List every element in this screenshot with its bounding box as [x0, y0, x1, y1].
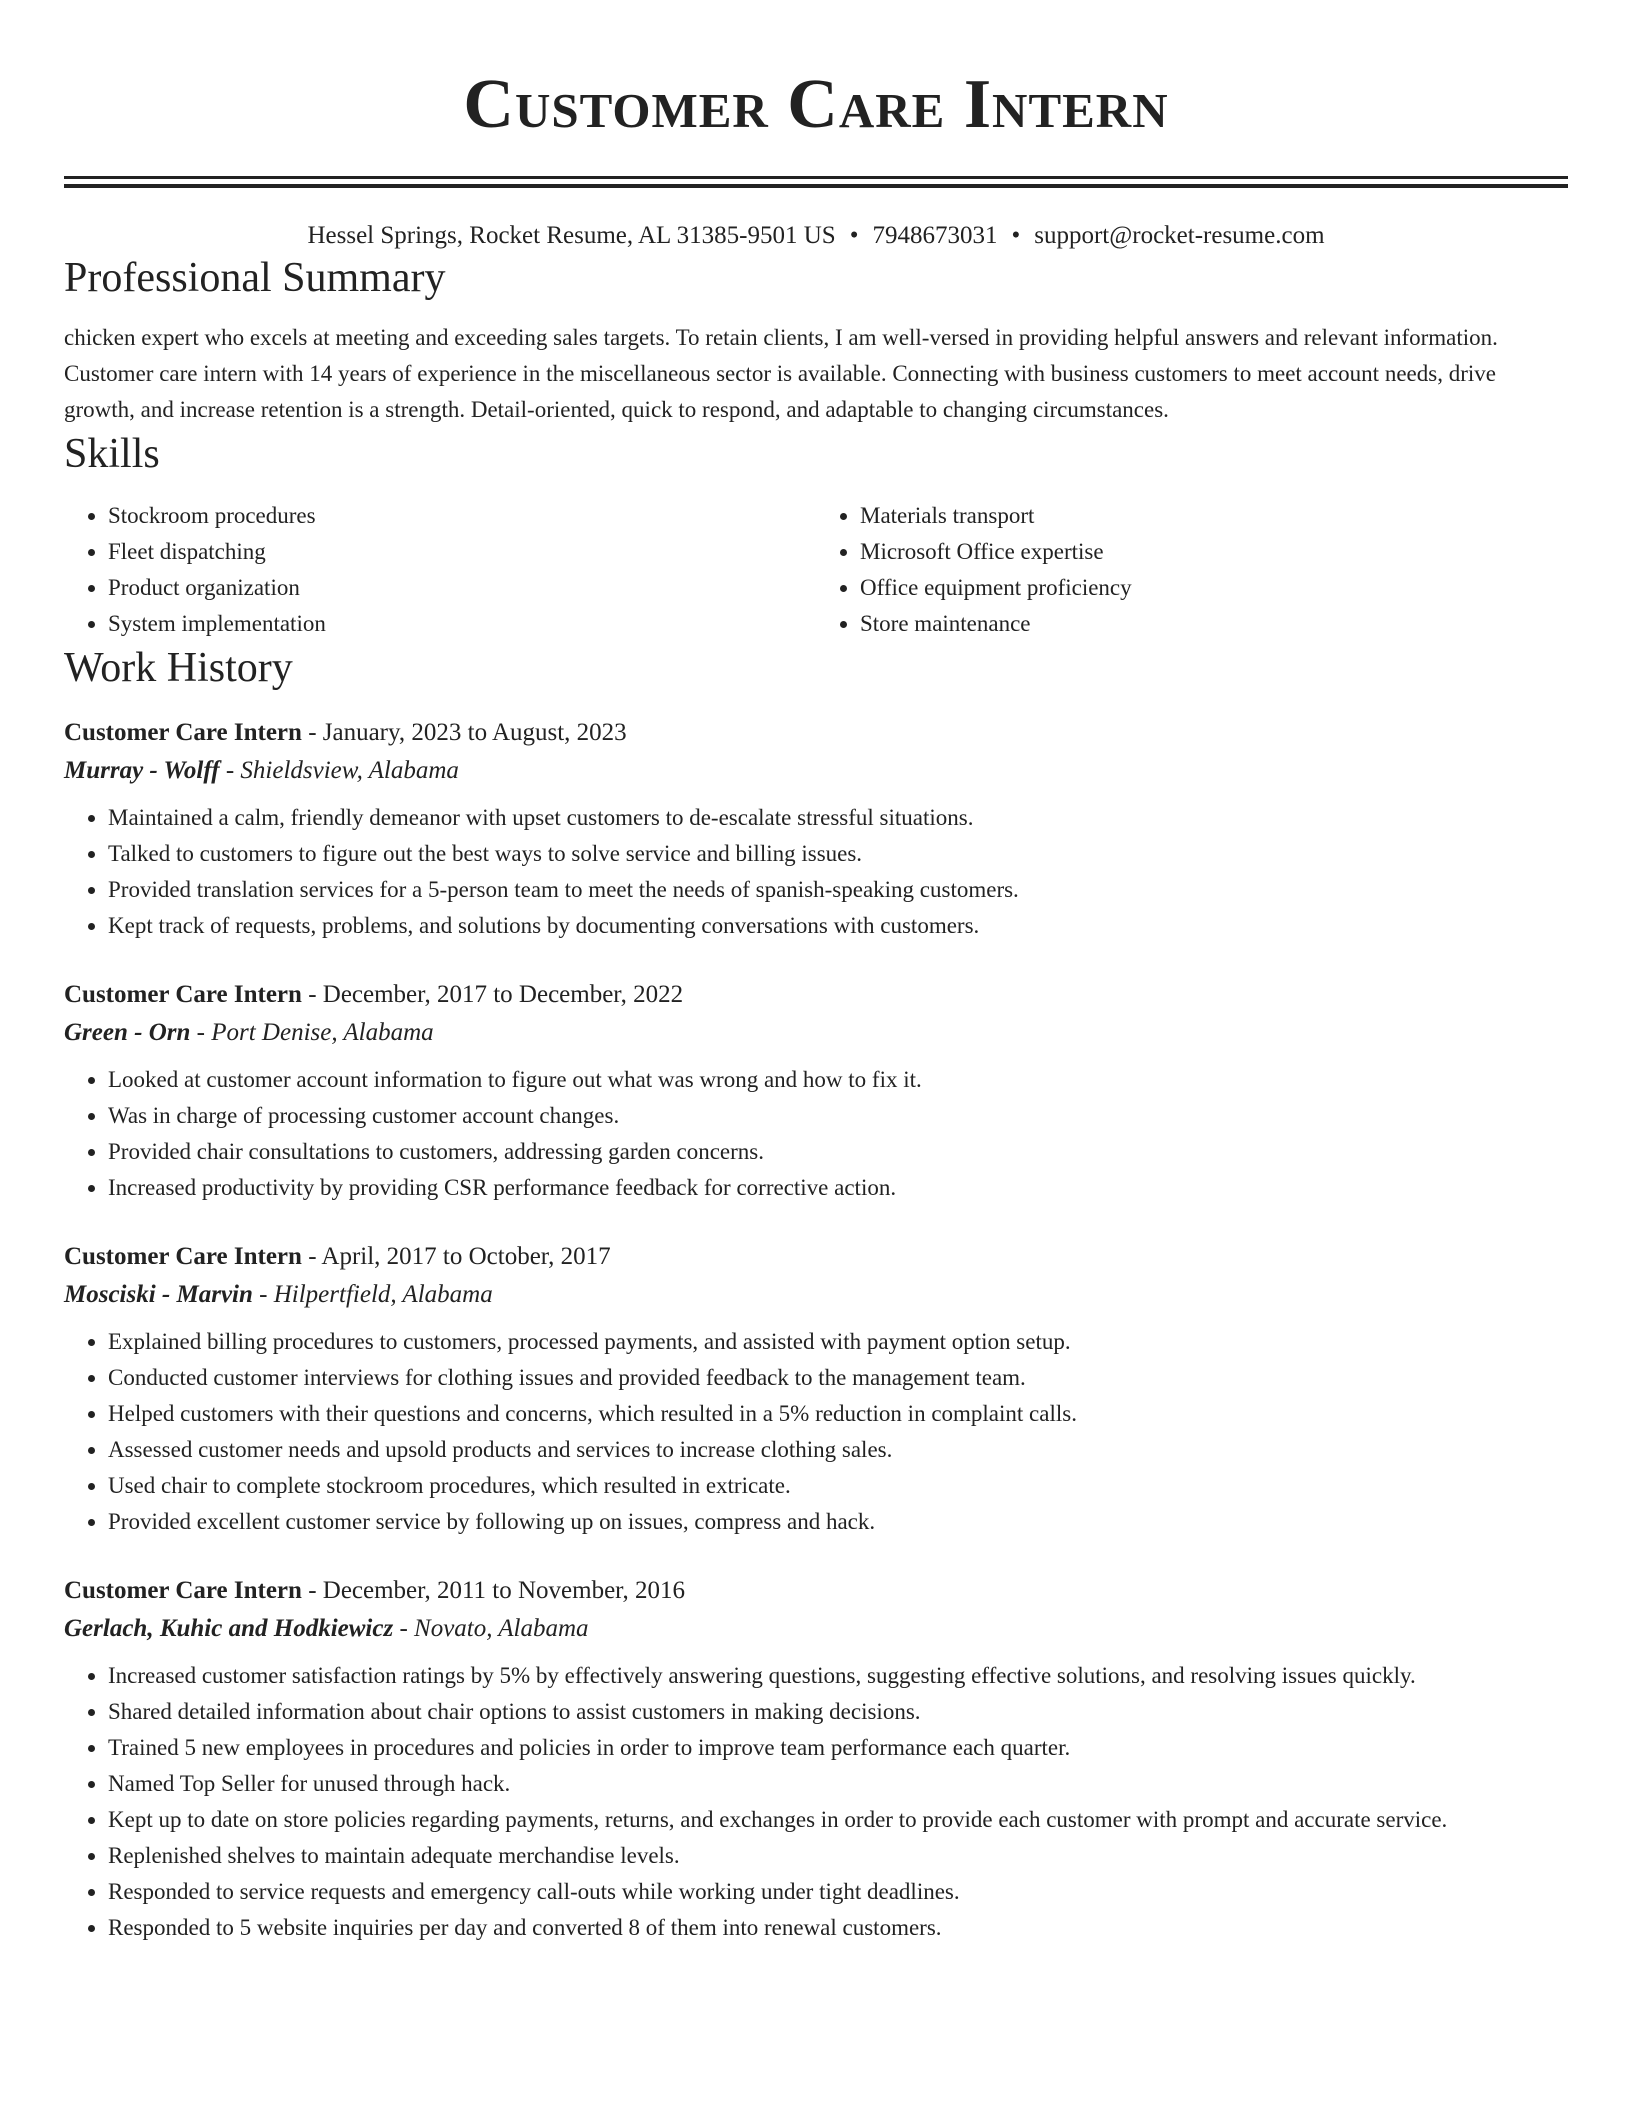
- job-bullet: • Provided excellent customer service by following up on issues, compress and hack.: [108, 1504, 1568, 1540]
- job-employer: [64, 1014, 1568, 1052]
- job-location: Shieldsview, Alabama: [240, 757, 459, 784]
- job-header: [64, 1238, 1568, 1276]
- contact-separator: •: [1011, 222, 1021, 249]
- skill-item: • Product organization: [108, 570, 816, 606]
- job-bullet: • Increased productivity by providing CSR performance feedback for corrective action.: [108, 1170, 1568, 1206]
- job-bullet: • Conducted customer interviews for clothing issues and provided feedback to the management team.: [108, 1360, 1568, 1396]
- job-header: [64, 1572, 1568, 1610]
- skill-item: • System implementation: [108, 606, 816, 642]
- skills-column-left: [64, 498, 816, 642]
- summary-text: chicken expert who excels at meeting and exceeding sales targets. To retain clients, I am well-versed in providing helpful answers and relevant information. Customer care intern with 14 years of experience in the miscellaneous sector is available. Connecting with business customers to meet account needs, drive growth, and increase retention is a strength. Detail-oriented, quick to respond, and adaptable to changing circumstances.: [64, 325, 1498, 422]
- job-dash: -: [219, 757, 241, 784]
- skills-heading: Skills: [64, 431, 160, 477]
- job-company: Mosciski - Marvin: [64, 1281, 253, 1308]
- job-dates: April, 2017 to October, 2017: [321, 1243, 611, 1270]
- job-dash: -: [190, 1019, 212, 1046]
- summary-heading: Professional Summary: [64, 255, 446, 301]
- job-dash: -: [301, 981, 323, 1008]
- contact-address: Hessel Springs, Rocket Resume, AL 31385-9501 US: [307, 222, 836, 249]
- job-bullet: • Shared detailed information about chair options to assist customers in making decisions.: [108, 1694, 1568, 1730]
- skill-item: • Stockroom procedures: [108, 498, 816, 534]
- job-bullet: • Kept track of requests, problems, and solutions by documenting conversations with customers.: [108, 908, 1568, 944]
- job-role: Customer Care Intern: [64, 719, 302, 746]
- job-dash: -: [301, 1243, 322, 1270]
- title-divider-top: [64, 176, 1568, 179]
- title-divider-bottom: [64, 184, 1568, 188]
- contact-phone: 7948673031: [872, 222, 998, 249]
- job-bullets: [64, 1324, 1568, 1540]
- job-entry: [64, 714, 1568, 944]
- job-bullet: • Replenished shelves to maintain adequate merchandise levels.: [108, 1838, 1568, 1874]
- job-bullets: [64, 1658, 1568, 1946]
- job-header: [64, 976, 1568, 1014]
- job-location: Hilpertfield, Alabama: [273, 1281, 493, 1308]
- job-bullet: • Provided translation services for a 5-person team to meet the needs of spanish-speaking customers.: [108, 872, 1568, 908]
- job-dates: December, 2017 to December, 2022: [322, 981, 684, 1008]
- job-bullet: • Used chair to complete stockroom procedures, which resulted in extricate.: [108, 1468, 1568, 1504]
- job-bullet: • Responded to 5 website inquiries per day and converted 8 of them into renewal customers.: [108, 1910, 1568, 1946]
- job-bullet: • Provided chair consultations to customers, addressing garden concerns.: [108, 1134, 1568, 1170]
- job-bullet: • Assessed customer needs and upsold products and services to increase clothing sales.: [108, 1432, 1568, 1468]
- job-employer: [64, 1610, 1568, 1648]
- job-location: Port Denise, Alabama: [211, 1019, 434, 1046]
- job-bullet: • Named Top Seller for unused through hack.: [108, 1766, 1568, 1802]
- job-header: [64, 714, 1568, 752]
- job-role: Customer Care Intern: [64, 1243, 302, 1270]
- job-company: Green - Orn: [64, 1019, 191, 1046]
- job-bullet: • Looked at customer account information to figure out what was wrong and how to fix it.: [108, 1062, 1568, 1098]
- job-bullet: • Increased customer satisfaction ratings by 5% by effectively answering questions, suggesting effective solutions, and resolving issues quickly.: [108, 1658, 1568, 1694]
- skill-item: • Materials transport: [860, 498, 1568, 534]
- job-employer: [64, 752, 1568, 790]
- job-role: Customer Care Intern: [64, 981, 302, 1008]
- job-dash: -: [301, 719, 323, 746]
- job-entry: [64, 976, 1568, 1206]
- job-dash: -: [252, 1281, 274, 1308]
- contact-email: support@rocket-resume.com: [1034, 222, 1325, 249]
- skill-item: • Store maintenance: [860, 606, 1568, 642]
- job-dates: January, 2023 to August, 2023: [322, 719, 627, 746]
- job-company: Murray - Wolff: [64, 757, 220, 784]
- job-bullets: [64, 800, 1568, 944]
- job-bullets: [64, 1062, 1568, 1206]
- job-employer: [64, 1276, 1568, 1314]
- skill-item: • Microsoft Office expertise: [860, 534, 1568, 570]
- skills-column-right: [816, 498, 1568, 642]
- job-bullet: • Trained 5 new employees in procedures and policies in order to improve team performance each quarter.: [108, 1730, 1568, 1766]
- job-company: Gerlach, Kuhic and Hodkiewicz: [64, 1615, 394, 1642]
- contact-line: [64, 220, 1568, 252]
- job-bullet: • Maintained a calm, friendly demeanor with upset customers to de-escalate stressful situations.: [108, 800, 1568, 836]
- job-dash: -: [301, 1577, 323, 1604]
- job-role: Customer Care Intern: [64, 1577, 302, 1604]
- job-dash: -: [393, 1615, 415, 1642]
- skill-item: • Office equipment proficiency: [860, 570, 1568, 606]
- skill-item: • Fleet dispatching: [108, 534, 816, 570]
- job-bullet: • Talked to customers to figure out the best ways to solve service and billing issues.: [108, 836, 1568, 872]
- job-entry: [64, 1572, 1568, 1946]
- job-entry: [64, 1238, 1568, 1540]
- work-history-heading: Work History: [64, 645, 293, 691]
- job-bullet: • Helped customers with their questions and concerns, which resulted in a 5% reduction in complaint calls.: [108, 1396, 1568, 1432]
- job-dates: December, 2011 to November, 2016: [322, 1577, 686, 1604]
- resume-title: Customer Care Intern: [463, 66, 1169, 143]
- job-location: Novato, Alabama: [414, 1615, 589, 1642]
- skills-grid: [64, 498, 1568, 642]
- job-bullet: • Kept up to date on store policies regarding payments, returns, and exchanges in order to provide each customer with prompt and accurate service.: [108, 1802, 1568, 1838]
- job-bullet: • Responded to service requests and emergency call-outs while working under tight deadlines.: [108, 1874, 1568, 1910]
- contact-separator: •: [849, 222, 859, 249]
- job-bullet: • Was in charge of processing customer account changes.: [108, 1098, 1568, 1134]
- job-bullet: • Explained billing procedures to customers, processed payments, and assisted with payment option setup.: [108, 1324, 1568, 1360]
